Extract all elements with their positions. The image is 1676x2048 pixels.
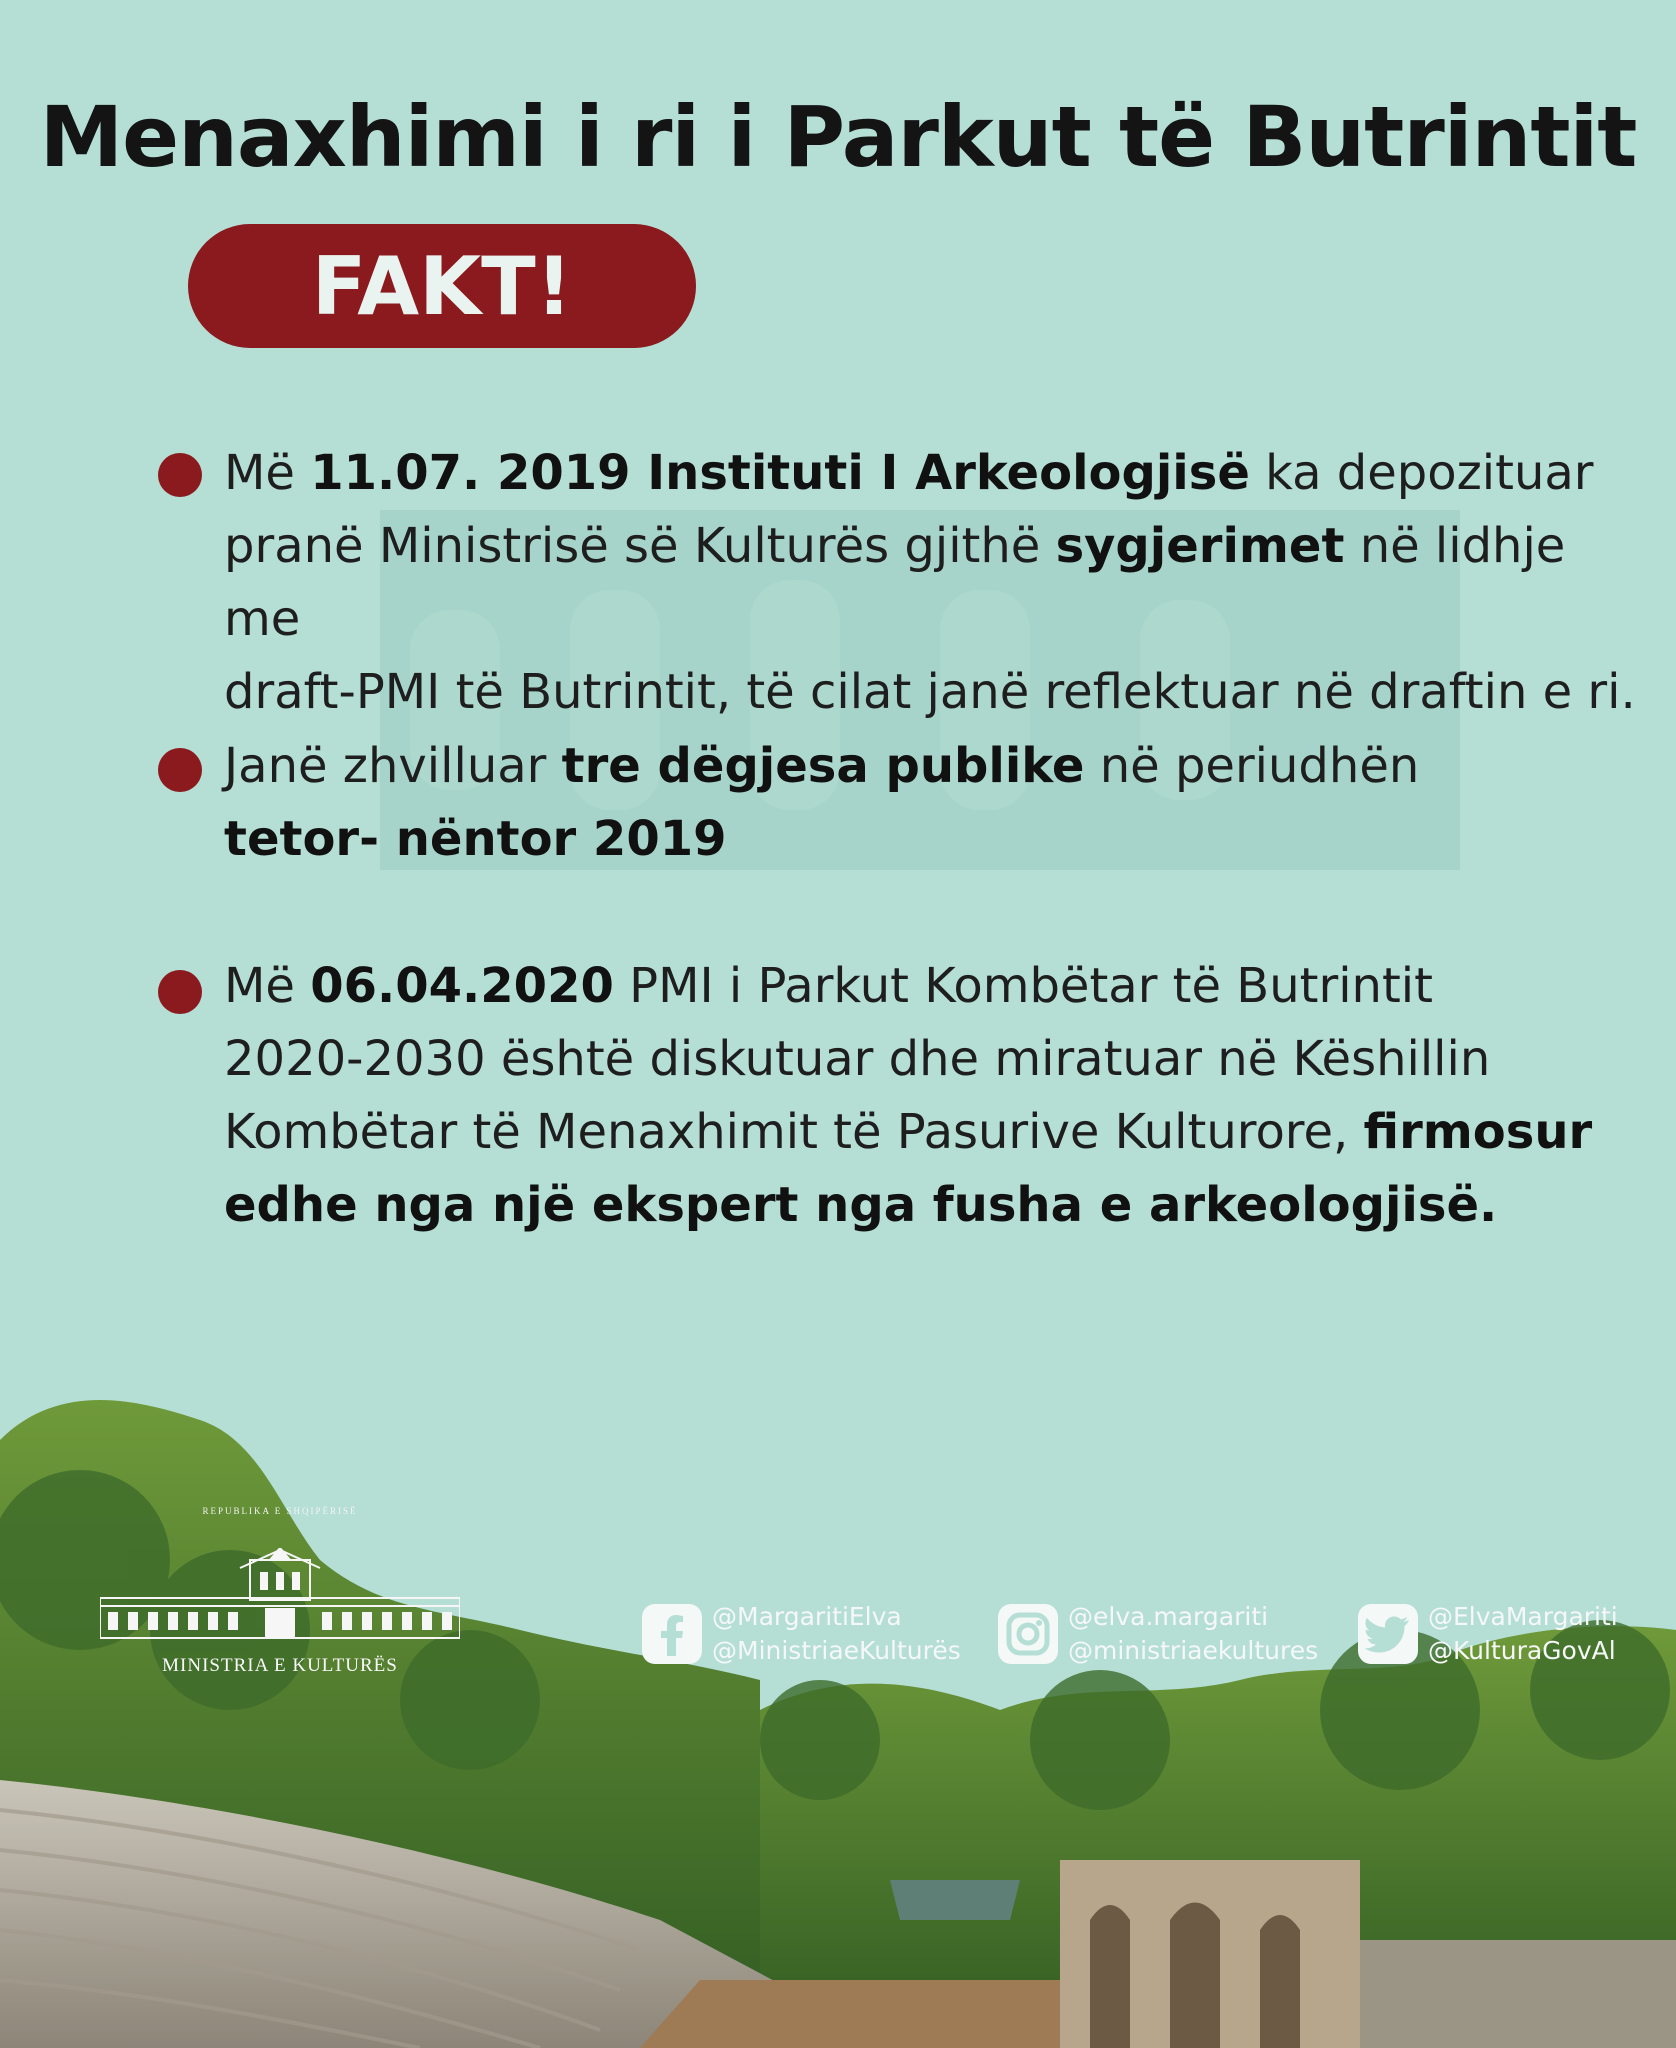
- twitter-handle-2[interactable]: @KulturaGovAl: [1428, 1636, 1616, 1665]
- fact-line: [224, 437, 1644, 510]
- bullet-3: [158, 970, 202, 1014]
- facebook-handles[interactable]: [642, 1600, 961, 1668]
- fact-text: në periudhën: [1084, 738, 1420, 794]
- fact-line: [224, 656, 1644, 729]
- instagram-handle-2[interactable]: @ministriaekultures: [1068, 1636, 1319, 1665]
- fact-text: pranë Ministrisë së Kulturës gjithë: [224, 518, 1056, 574]
- butrint-theatre-photo: [0, 1380, 1676, 2048]
- fact-text-bold: edhe nga një ekspert nga fusha e arkeologjisë.: [224, 1177, 1498, 1233]
- fact-line: [224, 1169, 1644, 1242]
- twitter-handle-1[interactable]: @ElvaMargariti: [1428, 1602, 1618, 1631]
- fact-3: [224, 950, 1644, 1242]
- fact-text: në lidhje me: [224, 518, 1566, 647]
- logo-subtitle: REPUBLIKA E SHQIPËRISË: [202, 1506, 358, 1516]
- fact-text: PMI i Parkut Kombëtar të Butrintit: [613, 958, 1433, 1014]
- instagram-handles[interactable]: [998, 1600, 1318, 1668]
- instagram-handle-1[interactable]: @elva.margariti: [1068, 1602, 1269, 1631]
- fact-text-bold: tetor- nëntor 2019: [224, 811, 727, 867]
- fact-2: [224, 730, 1644, 876]
- bullet-2: [158, 748, 202, 792]
- fact-text-bold: firmosur: [1363, 1104, 1593, 1160]
- instagram-icon[interactable]: [998, 1604, 1058, 1664]
- fact-text-bold: tre dëgjesa publike: [561, 738, 1085, 794]
- fact-text: 2020-2030 është diskutuar dhe miratuar në Këshillin: [224, 1031, 1491, 1087]
- fact-text: Kombëtar të Menaxhimit të Pasurive Kulturore,: [224, 1104, 1364, 1160]
- facebook-icon[interactable]: [642, 1604, 702, 1664]
- fact-text: Më: [224, 445, 311, 501]
- fact-line: [224, 510, 1644, 656]
- fact-line: [224, 1096, 1644, 1169]
- ministry-name: MINISTRIA E KULTURËS: [162, 1655, 398, 1676]
- bullet-1: [158, 453, 202, 497]
- fact-text: Janë zhvilluar: [224, 738, 562, 794]
- facebook-handle-1[interactable]: @MargaritiElva: [712, 1602, 902, 1631]
- fact-text: ka depozituar: [1249, 445, 1594, 501]
- twitter-handles[interactable]: [1358, 1600, 1618, 1668]
- fact-line: [224, 950, 1644, 1023]
- page-title: Menaxhimi i ri i Parkut të Butrintit: [39, 88, 1637, 186]
- fact-1: [224, 437, 1644, 729]
- fact-text: Më: [224, 958, 311, 1014]
- fact-line: [224, 1023, 1644, 1096]
- fact-text-bold: sygjerimet: [1055, 518, 1345, 574]
- fakt-badge-label: FAKT!: [311, 239, 573, 333]
- fakt-badge: [188, 224, 696, 348]
- fact-line: [224, 803, 1644, 876]
- fact-text: draft-PMI të Butrintit, të cilat janë reflektuar në draftin e ri.: [224, 664, 1636, 720]
- fact-line: [224, 730, 1644, 803]
- fact-text-bold: 11.07. 2019 Instituti I Arkeologjisë: [310, 445, 1250, 501]
- facebook-handle-2[interactable]: @MinistriaeKulturës: [712, 1636, 961, 1665]
- fact-text-bold: 06.04.2020: [310, 958, 614, 1014]
- twitter-icon[interactable]: [1358, 1604, 1418, 1664]
